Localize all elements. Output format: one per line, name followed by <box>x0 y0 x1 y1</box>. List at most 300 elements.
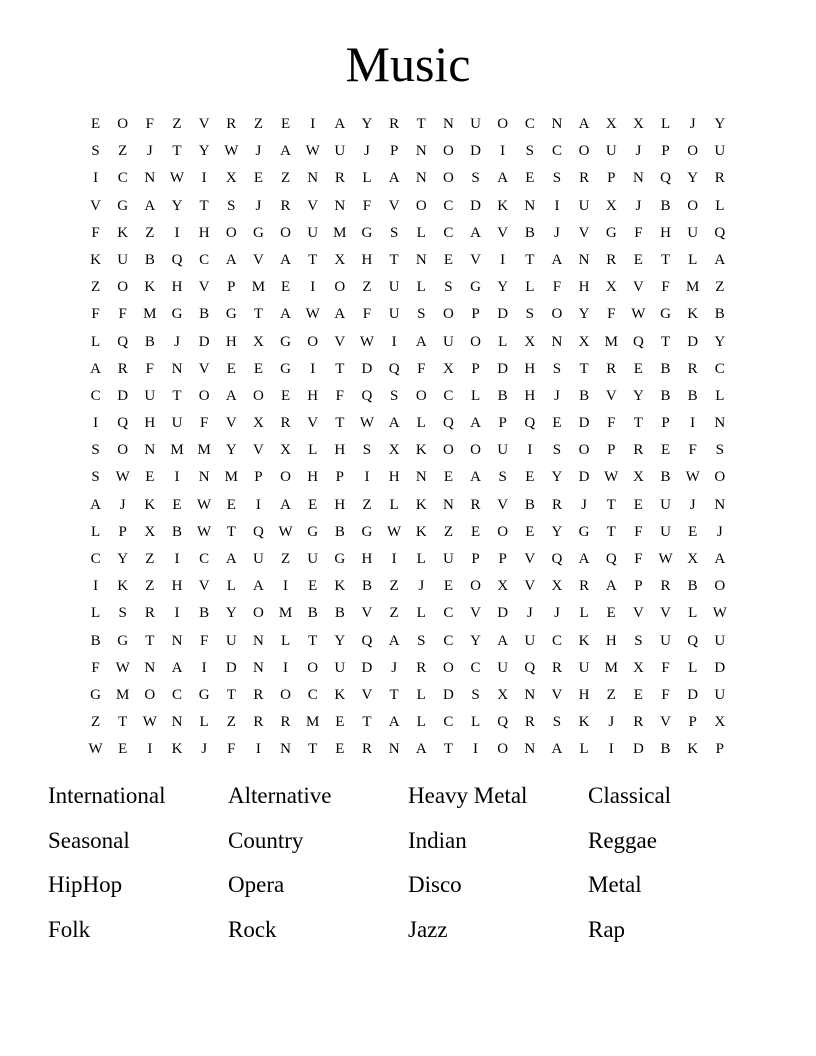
grid-letter: O <box>307 333 319 350</box>
grid-letter: H <box>578 279 590 296</box>
grid-letter: A <box>144 197 156 214</box>
grid-letter: X <box>524 333 536 350</box>
grid-letter: H <box>144 415 156 432</box>
grid-letter: J <box>364 143 370 160</box>
grid-letter: T <box>606 496 616 513</box>
grid-letter: X <box>280 442 291 459</box>
grid-row <box>82 573 734 600</box>
grid-letter: W <box>224 143 239 160</box>
grid-letter: L <box>416 551 426 567</box>
grid-letter: A <box>415 333 427 350</box>
grid-letter: A <box>578 551 590 567</box>
grid-letter: V <box>605 387 617 404</box>
grid-letter: Q <box>497 714 509 731</box>
grid-letter: N <box>415 251 427 268</box>
grid-letter: N <box>252 632 264 649</box>
grid-letter: V <box>307 197 319 214</box>
grid-letter: U <box>578 197 590 214</box>
grid-letter: F <box>607 306 616 323</box>
grid-row <box>82 165 734 192</box>
grid-letter: I <box>690 415 696 432</box>
grid-letter: L <box>308 442 318 459</box>
grid-letter: O <box>470 442 481 459</box>
grid-letter: A <box>334 306 346 323</box>
grid-letter: G <box>470 279 481 296</box>
grid-letter: K <box>687 741 699 758</box>
grid-letter: R <box>280 714 291 731</box>
grid-letter: G <box>225 306 237 323</box>
grid-letter: W <box>685 469 700 486</box>
grid-letter: E <box>335 714 345 731</box>
grid-letter: X <box>334 251 346 268</box>
grid-letter: E <box>90 116 101 132</box>
grid-letter: P <box>471 360 480 377</box>
grid-letter: M <box>170 442 184 459</box>
grid-letter: Q <box>117 333 129 350</box>
grid-letter: Y <box>551 469 563 486</box>
grid-letter: K <box>117 224 129 241</box>
grid-letter: S <box>417 632 426 649</box>
grid-letter: D <box>442 686 454 703</box>
grid-row <box>82 492 734 519</box>
grid-letter: Z <box>90 714 101 731</box>
grid-letter: Y <box>470 632 481 649</box>
grid-letter: Q <box>117 415 129 432</box>
grid-letter: E <box>633 496 643 513</box>
grid-letter: H <box>334 496 346 513</box>
grid-letter: H <box>524 360 536 377</box>
grid-letter: L <box>498 333 508 350</box>
grid-row <box>82 736 734 763</box>
grid-letter: H <box>388 469 400 486</box>
grid-letter: U <box>307 551 319 567</box>
grid-letter: W <box>387 523 402 540</box>
grid-letter: F <box>634 224 643 241</box>
grid-letter: V <box>252 251 264 268</box>
grid-letter: V <box>497 496 509 513</box>
grid-letter: R <box>524 714 535 731</box>
grid-letter: J <box>689 116 696 132</box>
grid-letter: A <box>388 632 400 649</box>
grid-letter: H <box>171 578 183 595</box>
grid-letter: E <box>443 251 453 268</box>
grid-letter: A <box>280 496 291 513</box>
grid-letter: B <box>199 306 210 323</box>
grid-letter: U <box>442 551 454 567</box>
grid-letter: A <box>470 224 481 241</box>
word-list-item: Metal <box>588 872 642 897</box>
grid-letter: I <box>554 197 560 214</box>
grid-letter: E <box>226 360 236 377</box>
grid-letter: P <box>661 143 670 160</box>
grid-letter: Y <box>361 116 373 132</box>
grid-letter: S <box>525 306 534 323</box>
grid-letter: O <box>442 306 454 323</box>
grid-letter: I <box>527 442 533 459</box>
grid-letter: R <box>579 170 590 187</box>
grid-letter: W <box>278 523 293 540</box>
grid-letter: E <box>118 741 128 758</box>
grid-letter: V <box>198 360 210 377</box>
grid-letter: D <box>578 415 590 432</box>
grid-letter: I <box>93 578 99 595</box>
grid-letter: Q <box>632 333 644 350</box>
grid-letter: X <box>252 415 264 432</box>
grid-letter: P <box>715 741 724 758</box>
grid-letter: J <box>554 224 560 241</box>
grid-letter: I <box>473 741 479 758</box>
grid-letter: X <box>252 333 264 350</box>
grid-letter: B <box>144 251 155 268</box>
grid-letter: X <box>632 116 644 132</box>
grid-letter: K <box>578 632 590 649</box>
grid-letter: K <box>90 251 101 268</box>
grid-letter: E <box>280 116 291 132</box>
grid-letter: O <box>551 306 563 323</box>
grid-letter: O <box>307 659 319 676</box>
grid-letter: A <box>90 496 101 513</box>
grid-letter: E <box>525 170 535 187</box>
grid-letter: T <box>335 415 345 432</box>
grid-letter: Q <box>551 551 563 567</box>
grid-letter: R <box>551 496 562 513</box>
grid-letter: L <box>416 605 426 622</box>
grid-letter: W <box>631 306 646 323</box>
grid-letter: F <box>634 523 643 540</box>
grid-letter: Y <box>714 333 726 350</box>
grid-letter: C <box>443 197 454 214</box>
grid-letter: J <box>201 741 208 758</box>
grid-letter: X <box>578 333 590 350</box>
grid-letter: Q <box>714 224 726 241</box>
grid-letter: F <box>91 306 100 323</box>
grid-row <box>82 383 734 410</box>
word-list-item: Classical <box>588 783 672 808</box>
grid-letter: G <box>361 523 373 540</box>
grid-letter: U <box>660 632 671 649</box>
grid-letter: R <box>606 360 617 377</box>
grid-letter: Y <box>497 279 509 296</box>
grid-letter: L <box>579 605 589 622</box>
grid-row <box>82 193 734 220</box>
grid-letter: Z <box>389 605 399 622</box>
grid-letter: V <box>307 415 319 432</box>
grid-letter: Q <box>524 659 536 676</box>
grid-letter: M <box>143 306 157 323</box>
grid-letter: T <box>145 632 155 649</box>
grid-letter: Q <box>687 632 699 649</box>
grid-letter: B <box>660 387 671 404</box>
grid-letter: L <box>416 714 426 731</box>
grid-letter: H <box>361 551 373 567</box>
grid-letter: O <box>497 523 509 540</box>
grid-row <box>82 709 734 736</box>
grid-letter: E <box>172 496 182 513</box>
grid-letter: G <box>660 306 671 323</box>
grid-letter: O <box>117 116 129 132</box>
grid-letter: O <box>442 170 454 187</box>
grid-letter: X <box>144 523 156 540</box>
grid-letter: Z <box>253 116 263 132</box>
grid-letter: N <box>442 496 454 513</box>
grid-letter: P <box>498 551 507 567</box>
grid-letter: G <box>307 523 319 540</box>
grid-letter: L <box>715 387 725 404</box>
grid-letter: R <box>606 251 617 268</box>
word-list-item: Seasonal <box>48 827 130 853</box>
grid-letter: A <box>470 415 481 432</box>
grid-letter: T <box>253 306 263 323</box>
grid-letter: J <box>526 605 533 622</box>
grid-letter: B <box>199 605 210 622</box>
grid-letter: U <box>714 143 726 160</box>
grid-letter: H <box>198 224 210 241</box>
grid-letter: O <box>252 387 264 404</box>
grid-letter: D <box>714 659 726 676</box>
grid-letter: A <box>280 143 291 160</box>
grid-letter: F <box>227 741 236 758</box>
grid-letter: P <box>335 469 344 486</box>
grid-letter: A <box>252 578 264 595</box>
grid-letter: T <box>660 251 671 268</box>
grid-letter: Z <box>280 551 291 567</box>
grid-letter: V <box>361 605 373 622</box>
grid-letter: Z <box>443 523 453 540</box>
grid-letter: P <box>389 143 399 160</box>
grid-letter: I <box>255 741 261 758</box>
grid-letter: T <box>172 387 182 404</box>
grid-letter: K <box>171 741 183 758</box>
grid-letter: S <box>389 224 399 241</box>
grid-letter: D <box>687 333 699 350</box>
grid-letter: R <box>280 197 291 214</box>
grid-letter: T <box>308 632 318 649</box>
grid-letter: M <box>116 686 130 703</box>
grid-row <box>82 138 734 165</box>
grid-letter: U <box>334 659 346 676</box>
word-list-item: Folk <box>48 916 91 942</box>
grid-letter: E <box>470 523 481 540</box>
grid-letter: B <box>307 605 318 622</box>
grid-letter: R <box>470 496 481 513</box>
grid-letter: L <box>715 197 725 214</box>
grid-letter: O <box>578 442 590 459</box>
grid-letter: Q <box>252 523 264 540</box>
grid-letter: P <box>227 279 236 296</box>
grid-letter: O <box>497 116 509 132</box>
grid-letter: U <box>660 523 671 540</box>
grid-letter: Y <box>198 143 210 160</box>
grid-letter: E <box>226 496 236 513</box>
grid-letter: V <box>632 279 644 296</box>
grid-letter: R <box>714 170 725 187</box>
grid-letter: M <box>604 659 618 676</box>
grid-letter: L <box>688 605 698 622</box>
grid-letter: O <box>225 224 237 241</box>
grid-letter: W <box>712 605 727 622</box>
grid-letter: F <box>91 224 100 241</box>
grid-letter: M <box>333 224 347 241</box>
grid-letter: C <box>199 551 210 567</box>
grid-row <box>82 519 734 546</box>
grid-letter: N <box>415 143 427 160</box>
grid-letter: X <box>687 551 699 567</box>
grid-letter: I <box>310 360 316 377</box>
grid-letter: Z <box>118 143 128 160</box>
grid-letter: J <box>608 714 615 731</box>
grid-letter: I <box>608 741 614 758</box>
grid-letter: Q <box>361 387 373 404</box>
grid-letter: A <box>388 415 400 432</box>
grid-letter: R <box>280 415 291 432</box>
grid-letter: O <box>280 686 291 703</box>
grid-letter: M <box>306 714 320 731</box>
grid-letter: F <box>661 659 670 676</box>
grid-letter: T <box>226 523 236 540</box>
grid-letter: A <box>551 251 563 268</box>
grid-letter: V <box>524 578 536 595</box>
grid-letter: U <box>388 279 400 296</box>
grid-letter: F <box>335 387 344 404</box>
grid-letter: N <box>171 714 183 731</box>
grid-letter: C <box>90 551 101 567</box>
grid-letter: A <box>714 551 726 567</box>
grid-letter: O <box>442 659 454 676</box>
grid-letter: L <box>90 605 101 622</box>
grid-letter: K <box>334 686 346 703</box>
grid-letter: J <box>716 523 723 540</box>
grid-letter: G <box>252 224 264 241</box>
grid-letter: B <box>171 523 182 540</box>
grid-letter: U <box>714 686 726 703</box>
grid-letter: S <box>471 170 480 187</box>
grid-row <box>82 464 734 491</box>
grid-letter: V <box>334 333 346 350</box>
grid-letter: D <box>497 306 509 323</box>
grid-letter: Z <box>90 279 101 296</box>
grid-letter: S <box>471 686 480 703</box>
grid-letter: W <box>305 143 320 160</box>
grid-letter: M <box>224 469 238 486</box>
grid-letter: M <box>197 442 211 459</box>
grid-letter: F <box>362 306 372 323</box>
grid-letter: U <box>578 659 590 676</box>
grid-row <box>82 329 734 356</box>
grid-letter: H <box>334 442 346 459</box>
word-list-item: Rock <box>228 916 277 942</box>
grid-letter: V <box>632 605 644 622</box>
grid-letter: N <box>551 116 563 132</box>
grid-row <box>82 600 734 627</box>
grid-letter: A <box>334 116 346 132</box>
grid-letter: U <box>470 116 481 132</box>
grid-letter: I <box>201 170 207 187</box>
grid-letter: U <box>171 415 183 432</box>
grid-letter: E <box>145 469 155 486</box>
grid-letter: O <box>280 469 291 486</box>
grid-letter: O <box>144 686 156 703</box>
grid-letter: S <box>525 143 534 160</box>
grid-letter: X <box>605 116 617 132</box>
grid-letter: J <box>581 496 588 513</box>
grid-letter: F <box>145 116 155 132</box>
grid-letter: X <box>605 279 617 296</box>
grid-letter: O <box>117 442 129 459</box>
grid-letter: B <box>687 387 698 404</box>
word-list-item: Heavy Metal <box>408 783 528 808</box>
grid-letter: P <box>118 523 127 540</box>
grid-letter: Q <box>442 415 454 432</box>
grid-letter: V <box>198 279 210 296</box>
word-list-item: Disco <box>408 872 462 897</box>
grid-letter: D <box>361 659 373 676</box>
grid-letter: Y <box>334 632 346 649</box>
grid-letter: R <box>687 360 698 377</box>
grid-letter: C <box>551 632 562 649</box>
grid-letter: Y <box>551 523 563 540</box>
grid-letter: V <box>361 686 373 703</box>
grid-letter: W <box>169 170 185 187</box>
grid-letter: U <box>605 143 617 160</box>
grid-letter: S <box>444 279 453 296</box>
grid-letter: R <box>117 360 128 377</box>
grid-letter: A <box>714 251 726 268</box>
grid-letter: E <box>660 442 671 459</box>
grid-letter: B <box>579 387 590 404</box>
grid-letter: T <box>633 415 643 432</box>
grid-letter: O <box>252 605 264 622</box>
grid-letter: E <box>552 415 562 432</box>
grid-letter: C <box>443 387 454 404</box>
grid-letter: N <box>632 170 644 187</box>
grid-letter: J <box>255 197 262 214</box>
grid-letter: L <box>688 659 698 676</box>
grid-letter: P <box>498 415 507 432</box>
grid-letter: L <box>90 523 101 540</box>
grid-letter: R <box>144 605 155 622</box>
grid-letter: V <box>470 605 481 622</box>
grid-letter: S <box>552 170 562 187</box>
grid-letter: B <box>660 197 671 214</box>
grid-letter: F <box>91 659 100 676</box>
grid-letter: S <box>634 632 643 649</box>
grid-letter: N <box>144 442 156 459</box>
grid-letter: O <box>470 578 481 595</box>
grid-letter: U <box>497 659 509 676</box>
grid-letter: A <box>90 360 101 377</box>
grid-letter: S <box>118 605 127 622</box>
grid-letter: T <box>579 360 589 377</box>
grid-letter: O <box>497 741 509 758</box>
grid-letter: Q <box>524 415 536 432</box>
grid-letter: N <box>307 170 319 187</box>
grid-letter: L <box>362 170 372 187</box>
grid-letter: Y <box>171 197 183 214</box>
grid-letter: P <box>634 578 643 595</box>
grid-letter: T <box>362 714 372 731</box>
grid-letter: G <box>117 632 129 649</box>
grid-letter: Q <box>388 360 400 377</box>
grid-letter: Z <box>362 496 372 513</box>
grid-letter: N <box>252 659 264 676</box>
grid-letter: L <box>90 333 101 350</box>
grid-letter: N <box>524 686 536 703</box>
grid-letter: O <box>714 578 726 595</box>
grid-letter: N <box>171 360 183 377</box>
grid-row <box>82 111 734 138</box>
grid-letter: G <box>578 523 590 540</box>
grid-letter: M <box>685 279 700 296</box>
